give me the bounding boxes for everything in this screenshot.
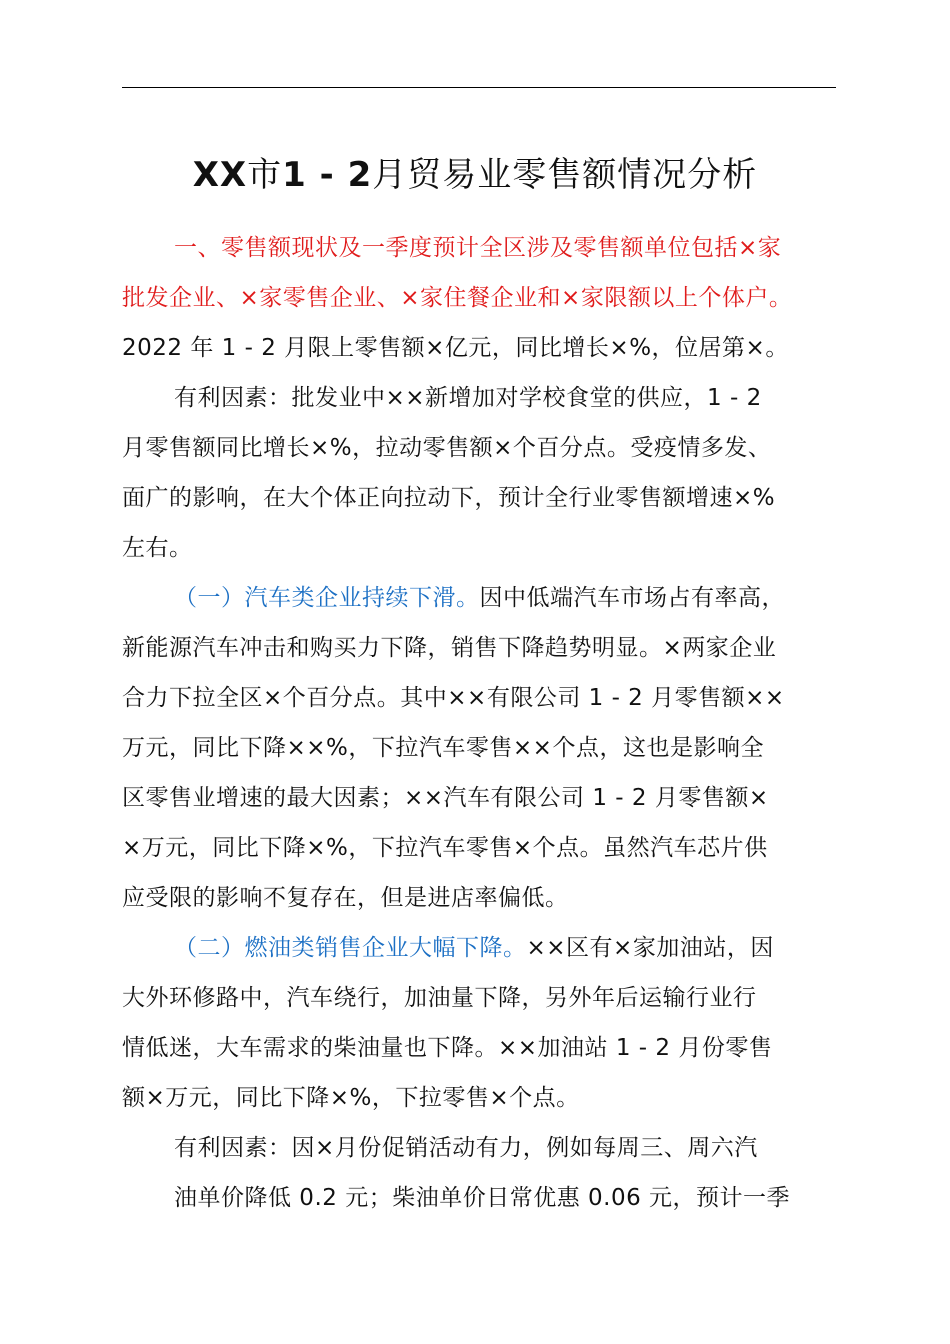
section1-line-2: 批发企业、×家零售企业、×家住餐企业和×家限额以上个体户。	[122, 285, 793, 311]
auto-line-4: 万元，同比下降××%，下拉汽车零售××个点，这也是影响全	[122, 735, 764, 761]
page-title	[0, 152, 950, 198]
title-rest: 月贸易业零售额情况分析	[372, 155, 758, 195]
section1-line-1: 一、零售额现状及一季度预计全区涉及零售额单位包括×家	[174, 235, 782, 261]
title-prefix: XX	[192, 155, 248, 195]
auto-line-3: 合力下拉全区×个百分点。其中××有限公司 1 - 2 月零售额××	[122, 685, 785, 711]
title-city: 市	[247, 155, 283, 195]
fuel-line-2: 大外环修路中，汽车绕行，加油量下降，另外年后运输行业行	[122, 985, 757, 1011]
auto-line-7: 应受限的影响不复存在，但是进店率偏低。	[122, 885, 569, 911]
auto-line-2: 新能源汽车冲击和购买力下降，销售下降趋势明显。×两家企业	[122, 635, 777, 661]
auto-line-1	[174, 582, 785, 614]
title-range: 1 - 2	[282, 155, 373, 195]
fuel-line-3: 情低迷，大车需求的柴油量也下降。××加油站 1 - 2 月份零售	[122, 1035, 773, 1061]
favorable1-line-4: 左右。	[122, 535, 193, 561]
favorable2-line-2: 油单价降低 0.2 元；柴油单价日常优惠 0.06 元，预计一季	[174, 1185, 791, 1211]
favorable1-line-3: 面广的影响，在大个体正向拉动下，预计全行业零售额增速×%	[122, 485, 776, 511]
fuel-line-1-rest: ××区有×家加油站，因	[526, 935, 774, 961]
header-rule	[122, 87, 836, 88]
fuel-heading: （二）燃油类销售企业大幅下降。	[174, 935, 527, 961]
favorable2-line-1: 有利因素：因×月份促销活动有力，例如每周三、周六汽	[174, 1135, 758, 1161]
auto-line-1-rest: 因中低端汽车市场占有率高，	[479, 585, 785, 611]
favorable1-line-1: 有利因素：批发业中××新增加对学校食堂的供应，1 - 2	[174, 385, 762, 411]
favorable1-line-2: 月零售额同比增长×%，拉动零售额×个百分点。受疫情多发、	[122, 435, 772, 461]
fuel-line-4: 额×万元，同比下降×%，下拉零售×个点。	[122, 1085, 580, 1111]
auto-line-6: ×万元，同比下降×%，下拉汽车零售×个点。虽然汽车芯片供	[122, 835, 768, 861]
section1-line-3: 2022 年 1 - 2 月限上零售额×亿元，同比增长×%，位居第×。	[122, 335, 789, 361]
auto-heading: （一）汽车类企业持续下滑。	[174, 585, 480, 611]
auto-line-5: 区零售业增速的最大因素；××汽车有限公司 1 - 2 月零售额×	[122, 785, 769, 811]
fuel-line-1	[174, 932, 774, 964]
